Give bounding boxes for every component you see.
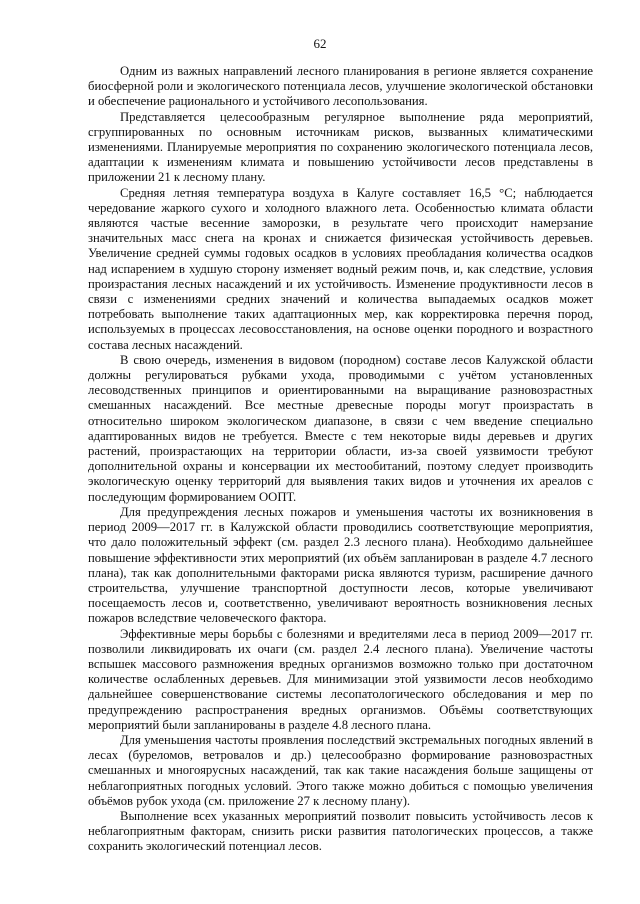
paragraph: Выполнение всех указанных мероприятий позволит повысить устойчивость лесов к неблагоприятным факторам, снизить риски развития патологических процессов, а также сохранить экологический потенциал лесов. [88,808,593,854]
paragraph: Одним из важных направлений лесного планирования в регионе является сохранение биосферной роли и экологического потенциала лесов, улучшение экологической обстановки и обеспечение рационального и устойчивого лесопользования. [88,64,593,109]
paragraph: Средняя летняя температура воздуха в Калуге составляет 16,5 °C; наблюдается чередование жаркого сухого и холодного влажного лета. Особенностью климата области являются частые весенние заморозки, в результате чего происходит намерзание значительных масс снега на кронах и снижается физическая устойчивость деревьев. Увеличение средней суммы годовых осадков в условиях преобладания количества осадков над испарением в худшую сторону изменяет водный режим почв, и, как следствие, условия произрастания лесных насаждений и их устойчивость. Изменение продуктивности лесов в связи с изменениями средних значений и количества выпадаемых осадков может потребовать выполнение таких адаптационных мер, как корректировка перечня пород, используемых в процессах лесовосстановления, на основе оценки породного и возрастного состава лесных насаждений. [88,185,593,352]
paragraph: Эффективные меры борьбы с болезнями и вредителями леса в период 2009—2017 гг. позволили ликвидировать их очаги (см. раздел 2.4 лесного плана). Увеличение частоты вспышек массового размножения вредных организмов возможно только при достаточном количестве ослабленных деревьев. Для минимизации этой уязвимости лесов необходимо дальнейшее совершенствование системы лесопатологического обследования и мер по предупреждению распространения вредных организмов. Объёмы соответствующих мероприятий были запланированы в разделе 4.8 лесного плана. [88,626,593,732]
body-text [88,64,593,855]
paragraph: Для предупреждения лесных пожаров и уменьшения частоты их возникновения в период 2009—2017 гг. в Калужской области проводились соответствующие мероприятия, что дало положительный эффект (см. раздел 2.3 лесного плана). Необходимо дальнейшее повышение эффективности этих мероприятий (их объём запланирован в разделе 4.7 лесного плана), так как дополнительными факторами риска являются туризм, расширение дачного строительства, улучшение транспортной доступности лесов, которые увеличивают посещаемость лесов и, соответственно, увеличивают вероятность возникновения лесных пожаров вследствие человеческого фактора. [88,504,593,626]
paragraph: В свою очередь, изменения в видовом (породном) составе лесов Калужской области должны регулироваться рубками ухода, проводимыми с учётом установленных лесоводственных принципов и ориентированными на выращивание разновозрастных смешанных насаждений. Все местные древесные породы могут произрастать в относительно широком экологическом диапазоне, в связи с чем введение специально адаптированных видов не требуется. Вместе с тем некоторые виды деревьев и других растений, произрастающих на территории области, из-за своей уязвимости требуют дополнительной охраны и консервации их местообитаний, поэтому следует производить экологическую оценку территорий для выявления таких видов и уточнения их ареалов с последующим формированием ООПТ. [88,352,593,504]
page-number: 62 [313,36,327,51]
paragraph: Для уменьшения частоты проявления последствий экстремальных погодных явлений в лесах (буреломов, ветровалов и др.) целесообразно формирование разновозрастных смешанных и многоярусных насаждений, так как такие насаждения больше защищены от неблагоприятных погодных условий. Этого также можно добиться с помощью увеличения объёмов рубок ухода (см. приложение 27 к лесному плану). [88,732,593,808]
paragraph: Представляется целесообразным регулярное выполнение ряда мероприятий, сгруппированных по основным источникам рисков, вызванных климатическими изменениями. Планируемые мероприятия по сохранению экологического потенциала лесов, адаптации к изменениям климата и повышению устойчивости лесов представлены в приложении 21 к лесному плану. [88,109,593,185]
